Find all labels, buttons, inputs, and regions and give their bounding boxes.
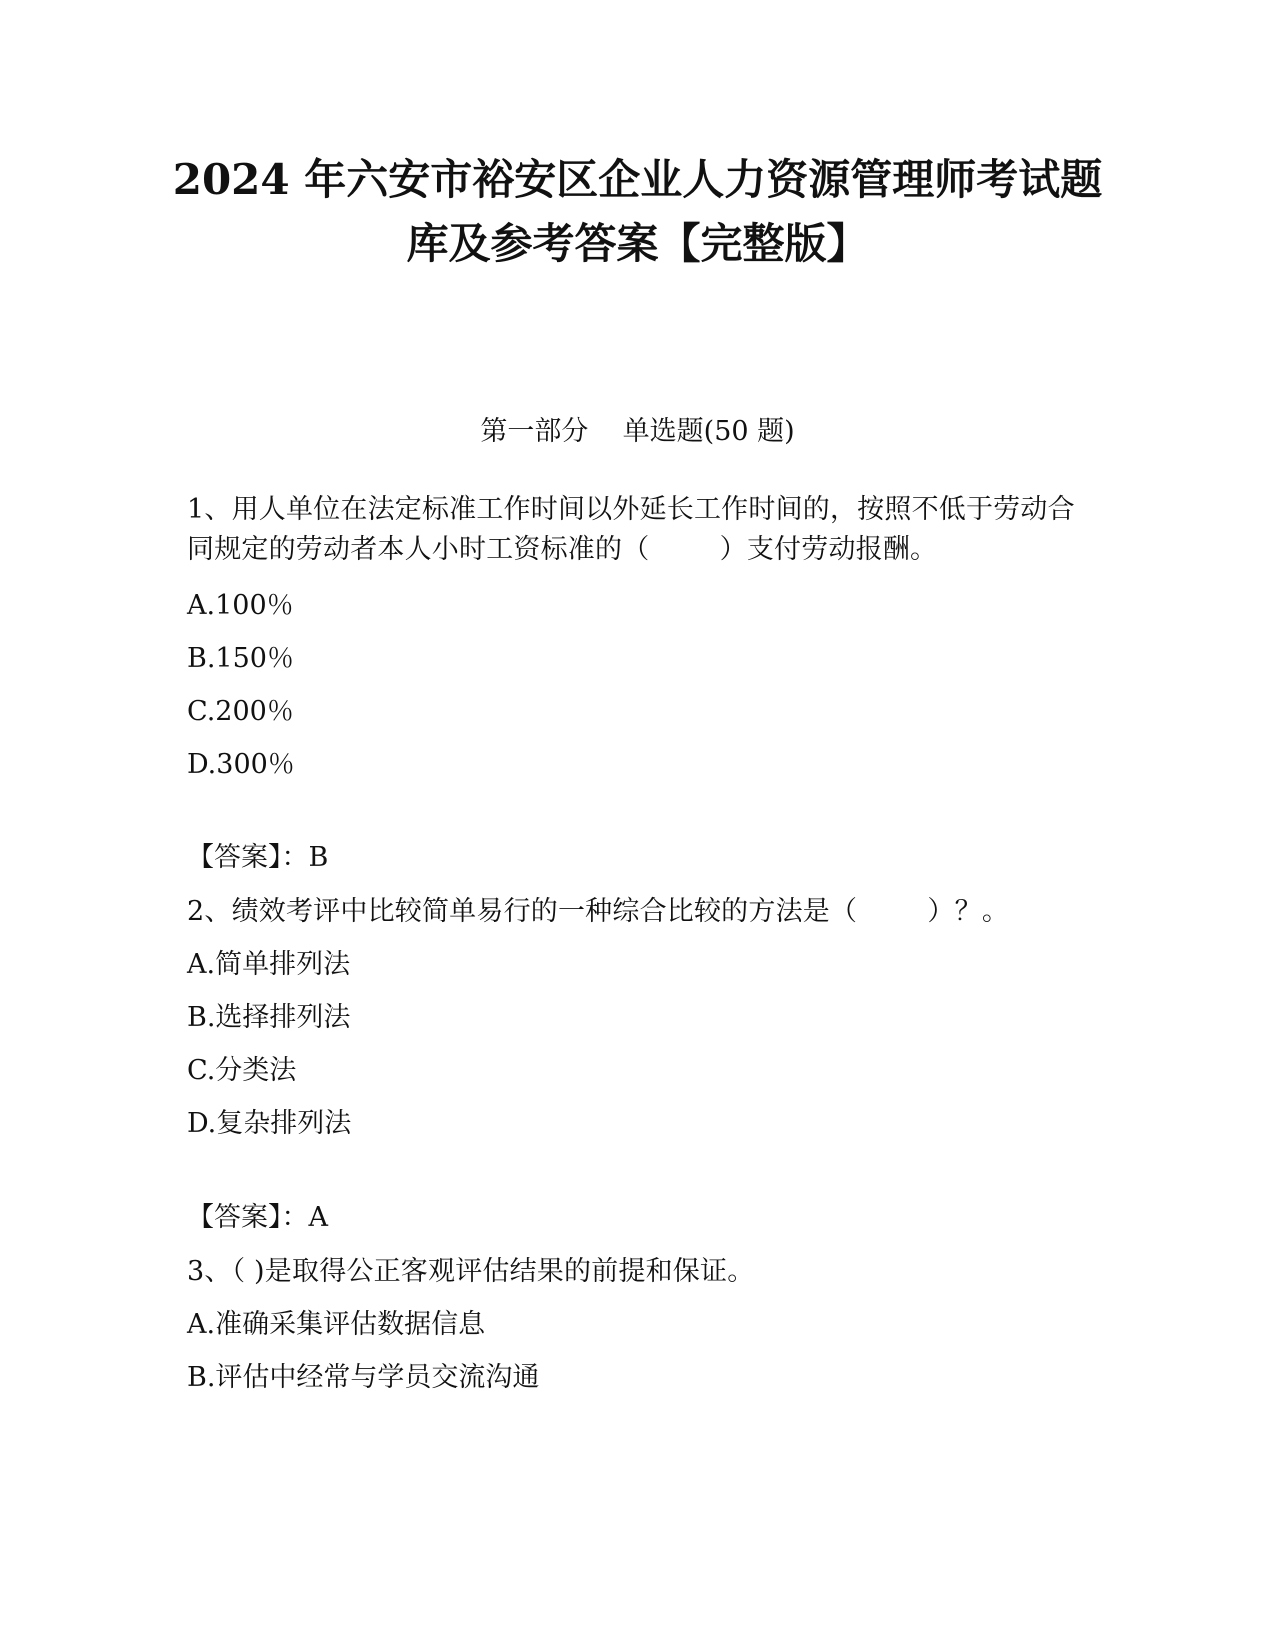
question-3-stem: 3、（ )是取得公正客观评估结果的前提和保证。: [187, 1256, 755, 1287]
question-2-answer: 【答案】：A: [187, 1202, 328, 1233]
question-2-option-a: A.简单排列法: [187, 949, 351, 980]
title-line-1: 2024 年六安市裕安区企业人力资源管理师考试题: [172, 155, 1103, 204]
question-1-answer: 【答案】：B: [187, 842, 329, 873]
question-1-stem: 1、用人单位在法定标准工作时间以外延长工作时间的，按照不低于劳动合同规定的劳动者本人小时工资标准的（ ）支付劳动报酬。: [187, 494, 1075, 565]
question-2-option-c: C.分类法: [187, 1055, 297, 1086]
document-title: [150, 148, 1125, 276]
question-3-option-b: B.评估中经常与学员交流沟通: [187, 1362, 540, 1393]
section-heading: 第一部分 单选题(50 题): [480, 416, 795, 447]
title-line-2: 库及参考答案【完整版】: [406, 219, 869, 268]
question-2-stem: 2、绩效考评中比较简单易行的一种综合比较的方法是（ ）？。: [187, 896, 1010, 927]
question-2-option-d: D.复杂排列法: [187, 1108, 352, 1139]
question-1-option-c: C.200％: [187, 696, 294, 727]
question-1-option-a: A.100％: [187, 590, 294, 621]
question-2-option-b: B.选择排列法: [187, 1002, 351, 1033]
question-1-option-b: B.150％: [187, 643, 294, 674]
question-3-option-a: A.准确采集评估数据信息: [187, 1309, 486, 1340]
question-1-option-d: D.300％: [187, 749, 295, 780]
